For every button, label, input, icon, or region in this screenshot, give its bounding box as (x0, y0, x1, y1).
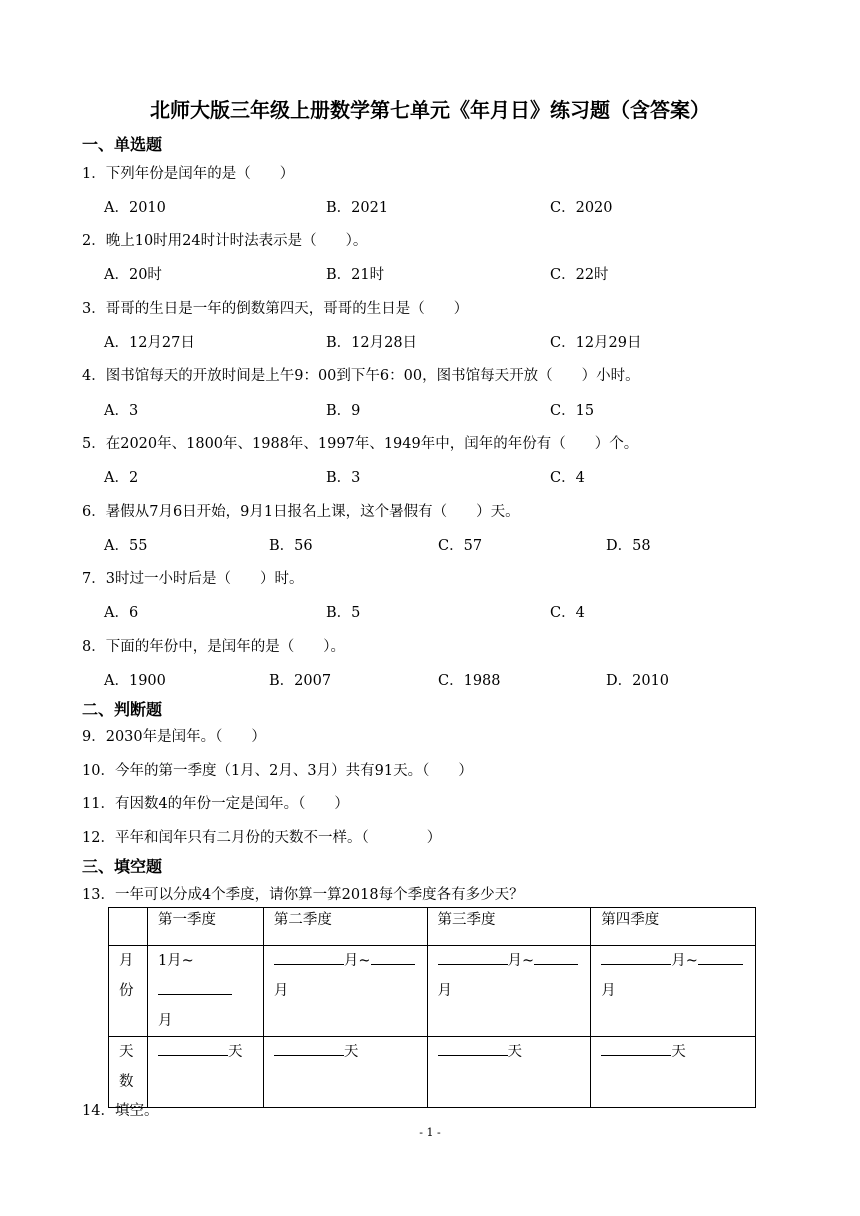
q7-option-b[interactable]: B．5 (326, 605, 361, 621)
q3-option-b[interactable]: B．12月28日 (326, 335, 418, 351)
header-q1: 第一季度 (147, 908, 263, 946)
question-14: 14．填空。 (82, 1103, 159, 1119)
q2-option-a[interactable]: A．20时 (104, 267, 162, 283)
q2-option-c[interactable]: C．22时 (550, 267, 609, 283)
q8-option-c[interactable]: C．1988 (438, 673, 501, 689)
question-1: 1．下列年份是闰年的是（ ） (82, 166, 295, 182)
q8-option-d[interactable]: D．2010 (606, 673, 670, 689)
q6-option-a[interactable]: A．55 (104, 538, 148, 554)
blank-line[interactable] (158, 1041, 228, 1056)
q6-option-d[interactable]: D．58 (606, 538, 651, 554)
blank-line[interactable] (274, 1041, 344, 1056)
page-number: - 1 - (419, 1126, 441, 1139)
q4-option-c[interactable]: C．15 (550, 403, 595, 419)
q1-option-a[interactable]: A．2010 (104, 200, 166, 216)
row-label-months: 月 份 (109, 946, 148, 1037)
months-cell-q1[interactable]: 1月~ 月 (147, 946, 263, 1037)
days-cell-q4[interactable]: 天 (591, 1037, 756, 1108)
days-cell-q2[interactable]: 天 (263, 1037, 427, 1108)
q6-option-b[interactable]: B．56 (269, 538, 313, 554)
blank-line[interactable] (274, 950, 344, 965)
q3-option-a[interactable]: A．12月27日 (104, 335, 195, 351)
question-3: 3．哥哥的生日是一年的倒数第四天，哥哥的生日是（ ） (82, 301, 469, 317)
section-heading-true-false: 二、判断题 (82, 700, 163, 719)
question-10: 10．今年的第一季度（1月、2月、3月）共有91天。（ ） (82, 763, 473, 779)
q7-option-c[interactable]: C．4 (550, 605, 585, 621)
header-q3: 第三季度 (427, 908, 591, 946)
page-title: 北师大版三年级上册数学第七单元《年月日》练习题（含答案） (150, 98, 710, 122)
q8-option-a[interactable]: A．1900 (104, 673, 166, 689)
table-header-row (109, 908, 756, 946)
row-label-days: 天 数 (109, 1037, 148, 1108)
question-6: 6．暑假从7月6日开始，9月1日报名上课，这个暑假有（ ）天。 (82, 504, 520, 520)
table-row-days (109, 1037, 756, 1108)
question-12: 12．平年和闰年只有二月份的天数不一样。（ ） (82, 830, 442, 846)
days-cell-q3[interactable]: 天 (427, 1037, 591, 1108)
header-q4: 第四季度 (591, 908, 756, 946)
blank-line[interactable] (698, 950, 743, 965)
q2-option-b[interactable]: B．21时 (326, 267, 385, 283)
q4-option-b[interactable]: B．9 (326, 403, 361, 419)
question-4: 4．图书馆每天的开放时间是上午9：00到下午6：00，图书馆每天开放（ ）小时。 (82, 368, 640, 384)
table-corner-cell (109, 908, 148, 946)
question-2: 2．晚上10时用24时计时法表示是（ ）。 (82, 233, 368, 249)
question-13: 13．一年可以分成4个季度，请你算一算2018每个季度各有多少天？ (82, 887, 524, 903)
blank-line[interactable] (438, 950, 508, 965)
blank-line[interactable] (438, 1041, 508, 1056)
section-heading-single-choice: 一、单选题 (82, 135, 163, 154)
q5-option-b[interactable]: B．3 (326, 470, 361, 486)
question-7: 7．3时过一小时后是（ ）时。 (82, 571, 304, 587)
q7-option-a[interactable]: A．6 (104, 605, 139, 621)
blank-line[interactable] (601, 950, 671, 965)
months-cell-q4[interactable]: 月~ 月 (591, 946, 756, 1037)
quarter-days-table (108, 907, 756, 1108)
q5-option-c[interactable]: C．4 (550, 470, 585, 486)
blank-line[interactable] (158, 980, 232, 995)
section-heading-fill-blank: 三、填空题 (82, 857, 163, 876)
q4-option-a[interactable]: A．3 (104, 403, 139, 419)
blank-line[interactable] (534, 950, 578, 965)
header-q2: 第二季度 (263, 908, 427, 946)
blank-line[interactable] (601, 1041, 671, 1056)
q1-option-c[interactable]: C．2020 (550, 200, 613, 216)
question-9: 9．2030年是闰年。（ ） (82, 729, 266, 745)
q5-option-a[interactable]: A．2 (104, 470, 139, 486)
days-cell-q1[interactable]: 天 (147, 1037, 263, 1108)
months-cell-q2[interactable]: 月~ 月 (263, 946, 427, 1037)
question-11: 11．有因数4的年份一定是闰年。（ ） (82, 796, 349, 812)
months-cell-q3[interactable]: 月~ 月 (427, 946, 591, 1037)
table-row-months (109, 946, 756, 1037)
q6-option-c[interactable]: C．57 (438, 538, 483, 554)
question-5: 5．在2020年、1800年、1988年、1997年、1949年中，闰年的年份有（ ）个。 (82, 436, 639, 452)
q8-option-b[interactable]: B．2007 (269, 673, 332, 689)
blank-line[interactable] (371, 950, 415, 965)
q1-option-b[interactable]: B．2021 (326, 200, 389, 216)
question-8: 8．下面的年份中，是闰年的是（ ）。 (82, 639, 345, 655)
q3-option-c[interactable]: C．12月29日 (550, 335, 642, 351)
